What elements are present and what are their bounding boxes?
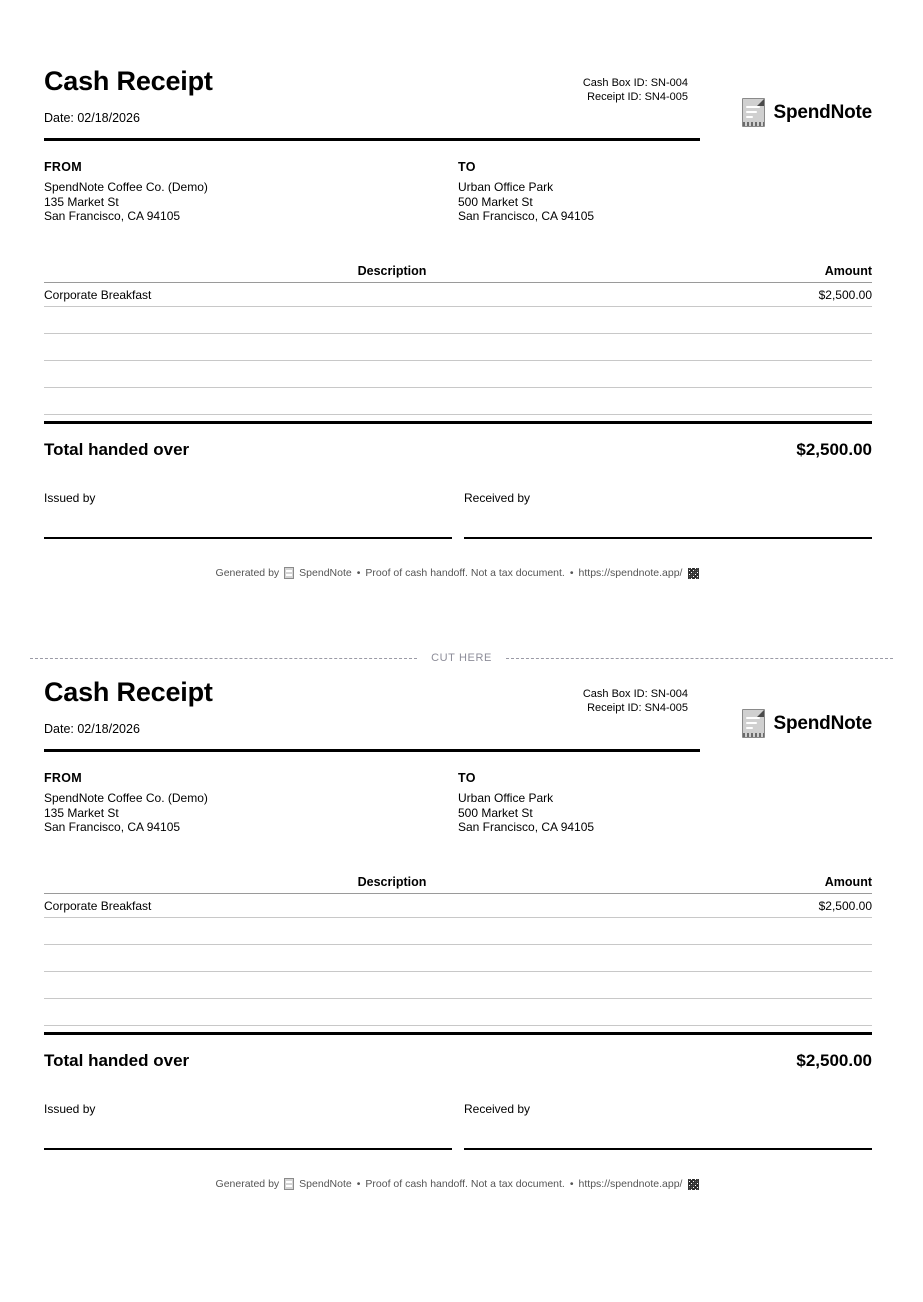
to-line-3: San Francisco, CA 94105 [458, 820, 595, 835]
footer-generated-by: Generated by [215, 1178, 280, 1191]
to-line-2: 500 Market St [458, 194, 533, 209]
cash-box-id: Cash Box ID: SN-004 [582, 688, 688, 700]
total-amount: $2,500.00 [796, 439, 872, 459]
item-amount: $2,500.00 [740, 893, 872, 917]
page-title: Cash Receipt [44, 66, 213, 96]
cut-here-divider [30, 652, 893, 664]
footer-separator: • [356, 567, 361, 580]
column-header-description: Description [44, 875, 740, 894]
total-row [44, 424, 872, 460]
issued-by-label: Issued by [44, 490, 96, 505]
qr-code-icon[interactable] [687, 1178, 700, 1191]
from-line-1: SpendNote Coffee Co. (Demo) [44, 791, 208, 805]
receipt-date: Date: 02/18/2026 [44, 111, 140, 125]
receipt-id: Receipt ID: SN4-005 [587, 702, 688, 714]
footer-note: Proof of cash handoff. Not a tax document. [365, 1178, 565, 1191]
from-block [44, 160, 458, 224]
total-label: Total handed over [44, 439, 190, 459]
table-row-blank [44, 998, 872, 1025]
received-by-block [464, 1103, 872, 1150]
column-header-amount: Amount [740, 264, 872, 283]
table-row [44, 282, 872, 306]
cut-here-label: CUT HERE [431, 652, 492, 664]
blank-amount [740, 917, 872, 944]
table-row-blank [44, 944, 872, 971]
to-label: TO [458, 771, 476, 785]
from-line-3: San Francisco, CA 94105 [44, 209, 181, 224]
to-block [458, 160, 872, 224]
receipt-copy-1 [44, 60, 872, 580]
issued-by-block [44, 1103, 452, 1150]
from-line-2: 135 Market St [44, 805, 119, 820]
footer-url[interactable]: https://spendnote.app/ [578, 1178, 683, 1191]
from-block [44, 771, 458, 835]
cash-box-id: Cash Box ID: SN-004 [582, 77, 688, 89]
table-row-blank [44, 917, 872, 944]
blank-amount [740, 333, 872, 360]
receipt-header [44, 60, 872, 138]
signature-section [44, 1103, 872, 1150]
total-label: Total handed over [44, 1050, 190, 1070]
issued-by-label: Issued by [44, 1101, 96, 1116]
blank-description [44, 944, 740, 971]
received-by-signature-line [464, 537, 872, 539]
blank-description [44, 917, 740, 944]
brand-lockup [742, 709, 872, 738]
receipt-icon [284, 1178, 294, 1190]
receipt-icon [284, 567, 294, 579]
to-line-2: 500 Market St [458, 805, 533, 820]
receipt-icon [742, 98, 765, 127]
table-header-row [44, 875, 872, 894]
to-label: TO [458, 160, 476, 174]
brand-name: SpendNote [773, 101, 872, 123]
blank-description [44, 971, 740, 998]
footer-note: Proof of cash handoff. Not a tax document. [365, 567, 565, 580]
footer-separator: • [356, 1178, 361, 1191]
column-header-amount: Amount [740, 875, 872, 894]
signature-section [44, 492, 872, 539]
table-row [44, 893, 872, 917]
issued-by-block [44, 492, 452, 539]
qr-code-icon[interactable] [687, 567, 700, 580]
receipt-copy-2 [44, 671, 872, 1191]
total-amount: $2,500.00 [796, 1050, 872, 1070]
to-line-1: Urban Office Park [458, 791, 554, 805]
footer [44, 567, 872, 580]
table-row-blank [44, 387, 872, 414]
blank-description [44, 360, 740, 387]
footer-generated-by: Generated by [215, 567, 280, 580]
receipt-id: Receipt ID: SN4-005 [587, 91, 688, 103]
received-by-label: Received by [464, 1101, 531, 1116]
to-line-1: Urban Office Park [458, 180, 554, 194]
table-row-blank [44, 333, 872, 360]
received-by-block [464, 492, 872, 539]
receipt-identifiers [583, 687, 688, 715]
blank-amount [740, 387, 872, 414]
cut-dash-right [506, 658, 893, 659]
footer [44, 1178, 872, 1191]
table-header-row [44, 264, 872, 283]
line-items-table [44, 875, 872, 1026]
item-amount: $2,500.00 [740, 282, 872, 306]
brand-name: SpendNote [773, 712, 872, 734]
cut-dash-left [30, 658, 417, 659]
footer-brand: SpendNote [299, 567, 352, 580]
parties-section [44, 141, 872, 224]
total-row [44, 1035, 872, 1071]
from-line-1: SpendNote Coffee Co. (Demo) [44, 180, 208, 194]
footer-brand: SpendNote [299, 1178, 352, 1191]
page-title: Cash Receipt [44, 677, 213, 707]
blank-amount [740, 360, 872, 387]
receipt-header [44, 671, 872, 749]
line-items-table [44, 264, 872, 415]
footer-separator: • [569, 567, 574, 580]
receipt-date: Date: 02/18/2026 [44, 722, 140, 736]
blank-description [44, 306, 740, 333]
table-row-blank [44, 971, 872, 998]
blank-description [44, 998, 740, 1025]
brand-lockup [742, 98, 872, 127]
to-block [458, 771, 872, 835]
table-row-blank [44, 360, 872, 387]
parties-section [44, 752, 872, 835]
from-line-3: San Francisco, CA 94105 [44, 820, 181, 835]
footer-url[interactable]: https://spendnote.app/ [578, 567, 683, 580]
item-description: Corporate Breakfast [44, 282, 740, 306]
from-label: FROM [44, 771, 82, 785]
item-description: Corporate Breakfast [44, 893, 740, 917]
receipt-icon [742, 709, 765, 738]
blank-description [44, 333, 740, 360]
table-row-blank [44, 306, 872, 333]
received-by-label: Received by [464, 490, 531, 505]
blank-amount [740, 306, 872, 333]
column-header-description: Description [44, 264, 740, 283]
issued-by-signature-line [44, 1148, 452, 1150]
blank-description [44, 387, 740, 414]
from-label: FROM [44, 160, 82, 174]
received-by-signature-line [464, 1148, 872, 1150]
issued-by-signature-line [44, 537, 452, 539]
blank-amount [740, 944, 872, 971]
to-line-3: San Francisco, CA 94105 [458, 209, 595, 224]
blank-amount [740, 971, 872, 998]
receipt-identifiers [583, 76, 688, 104]
footer-separator: • [569, 1178, 574, 1191]
from-line-2: 135 Market St [44, 194, 119, 209]
blank-amount [740, 998, 872, 1025]
